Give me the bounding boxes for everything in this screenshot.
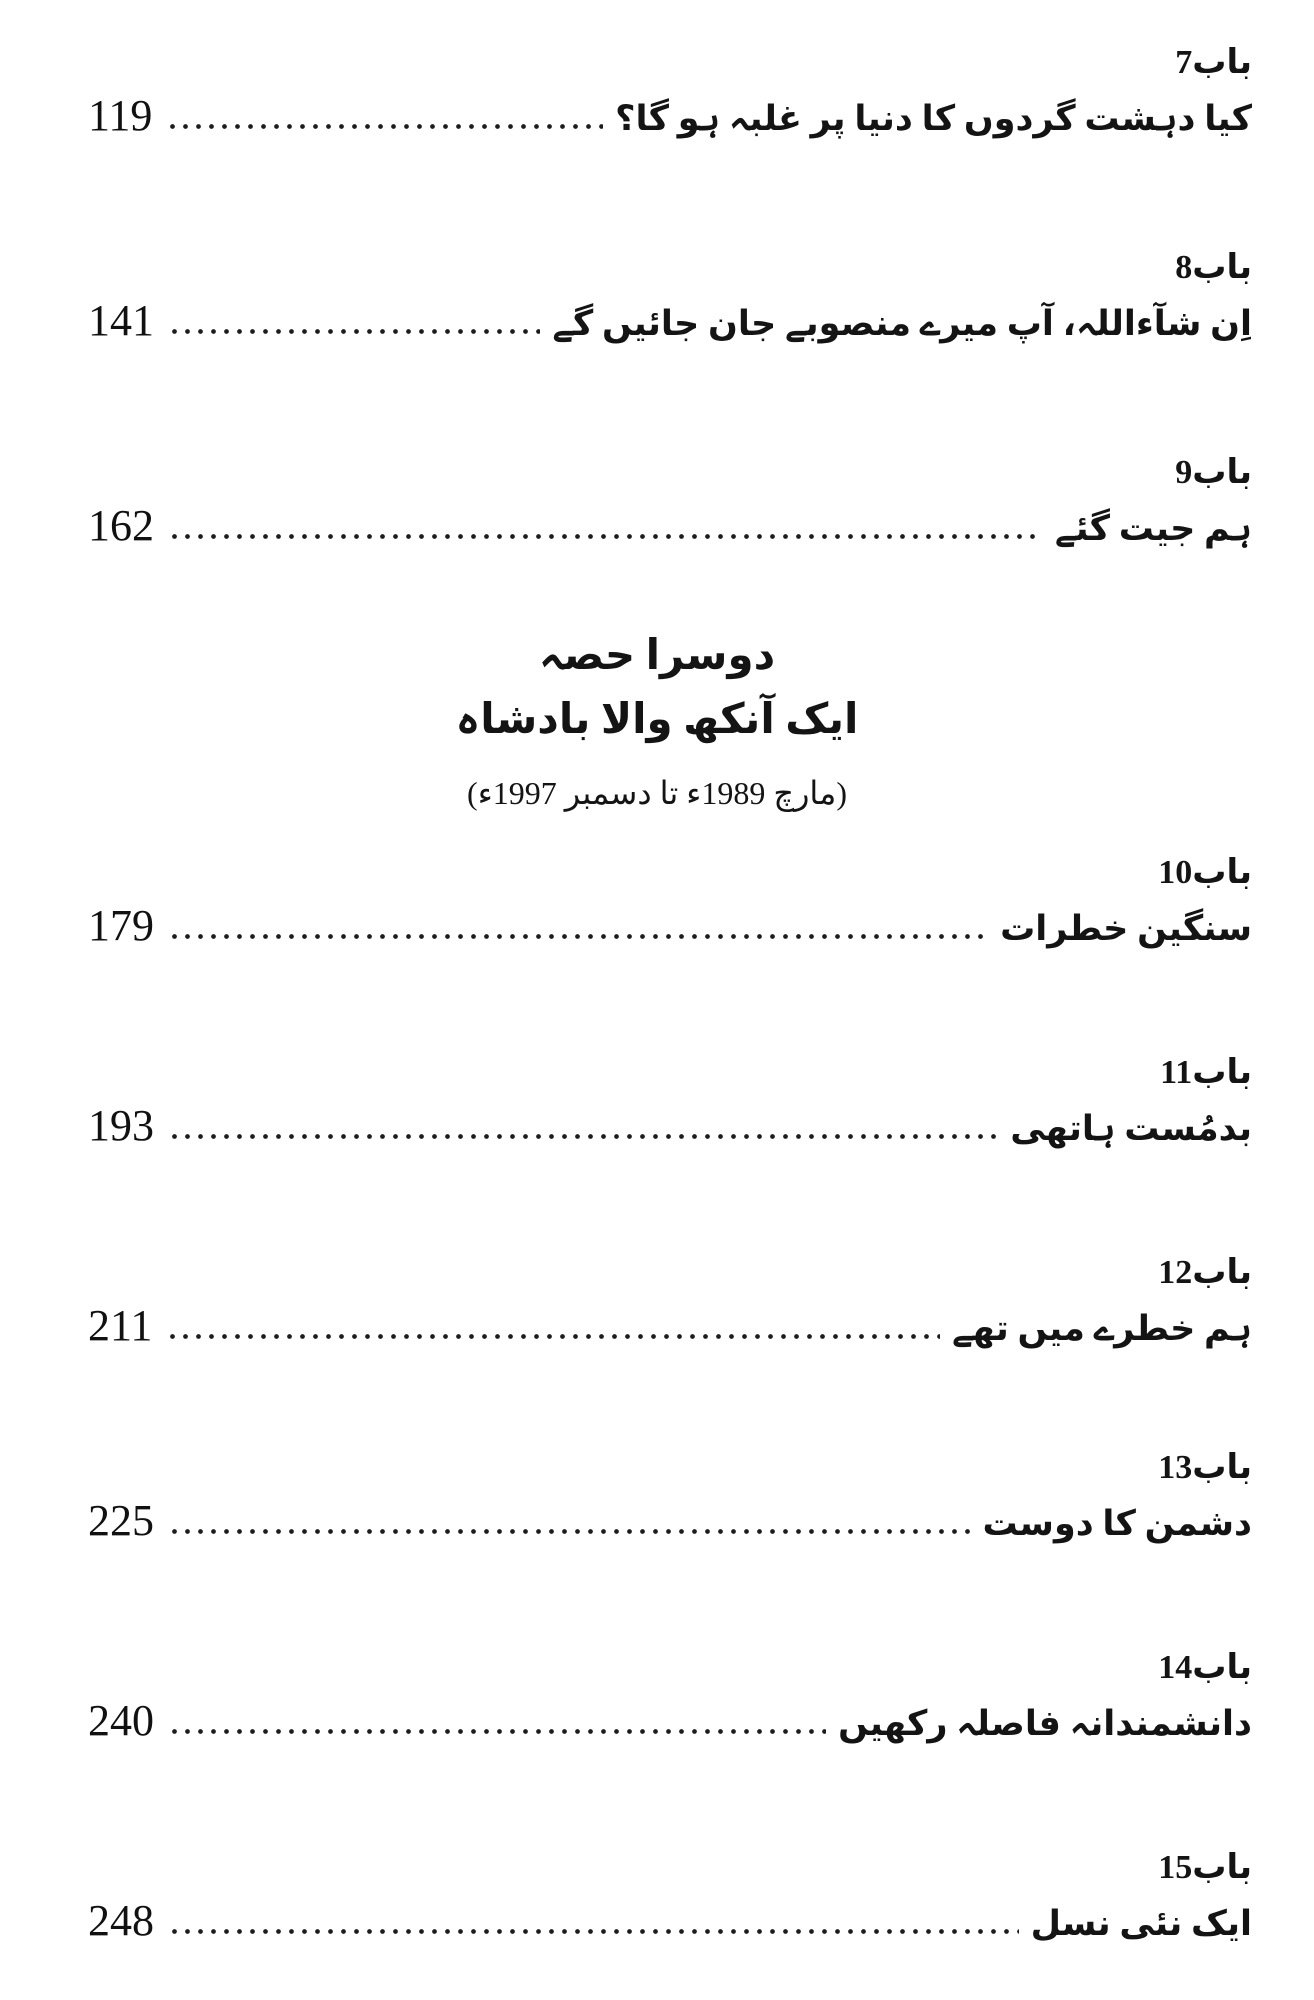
page-number: 193 [88,1101,154,1150]
chapter-label: باب15 [1158,1849,1252,1886]
dot-leader [168,1928,1019,1935]
chapter-title: ہم جیت گئے [1054,509,1252,548]
toc-entry-row [88,902,1252,955]
page-number: 225 [88,1496,154,1545]
toc-entry-chapter-8 [88,245,1252,350]
chapter-label: باب7 [1175,44,1252,81]
chapter-title: سنگین خطرات [1000,909,1252,948]
toc-entry-chapter-15 [88,1845,1252,1950]
part-subtitle: ایک آنکھ والا بادشاہ [455,697,859,743]
page-number: 141 [88,296,154,345]
chapter-label: باب13 [1158,1449,1252,1486]
chapter-title: ہم خطرے میں تھے [951,1309,1252,1348]
page-number: 248 [88,1896,154,1945]
toc-entry-row [88,1102,1252,1155]
toc-entry-row [88,1697,1252,1750]
dot-leader [166,123,603,130]
dot-leader [168,933,988,940]
chapter-title: دشمن کا دوست [982,1504,1252,1543]
chapter-title: دانشمندانہ فاصلہ رکھیں [838,1704,1252,1743]
toc-entry-chapter-14 [88,1645,1252,1750]
page-number: 162 [88,501,154,550]
chapter-label: باب11 [1160,1054,1252,1091]
toc-entry-row [88,1497,1252,1550]
chapter-title: ایک نئی نسل [1030,1904,1252,1943]
section-divider-part-2 [0,625,1314,821]
page-number: 179 [88,901,154,950]
dot-leader [166,1333,940,1340]
part-date-range: (مارچ 1989ء تا دسمبر 1997ء) [467,775,847,811]
part-title: دوسرا حصہ [538,633,776,679]
toc-entry-row [88,502,1252,555]
toc-entry-row [88,92,1252,145]
chapter-title: بدمُست ہاتھی [1010,1109,1252,1148]
toc-entry-row [88,1897,1252,1950]
dot-leader [168,1528,970,1535]
chapter-label: باب9 [1175,454,1252,491]
page-number: 240 [88,1696,154,1745]
toc-entry-chapter-10 [88,850,1252,955]
chapter-label: باب14 [1158,1649,1252,1686]
dot-leader [168,328,540,335]
chapter-label: باب8 [1175,249,1252,286]
chapter-title: اِن شآءاللہ، آپ میرے منصوبے جان جائیں گے [552,304,1252,343]
dot-leader [168,1728,826,1735]
chapter-title: کیا دہشت گردوں کا دنیا پر غلبہ ہو گا؟ [615,99,1252,138]
chapter-label: باب12 [1158,1254,1252,1291]
toc-entry-chapter-11 [88,1050,1252,1155]
dot-leader [168,1133,998,1140]
chapter-label: باب10 [1158,854,1252,891]
toc-entry-row [88,1302,1252,1355]
toc-entry-chapter-7 [88,40,1252,145]
toc-entry-chapter-12 [88,1250,1252,1355]
toc-entry-row [88,297,1252,350]
dot-leader [168,533,1043,540]
page-number: 119 [88,91,153,140]
toc-entry-chapter-13 [88,1445,1252,1550]
page-number: 211 [88,1301,153,1350]
toc-entry-chapter-9 [88,450,1252,555]
